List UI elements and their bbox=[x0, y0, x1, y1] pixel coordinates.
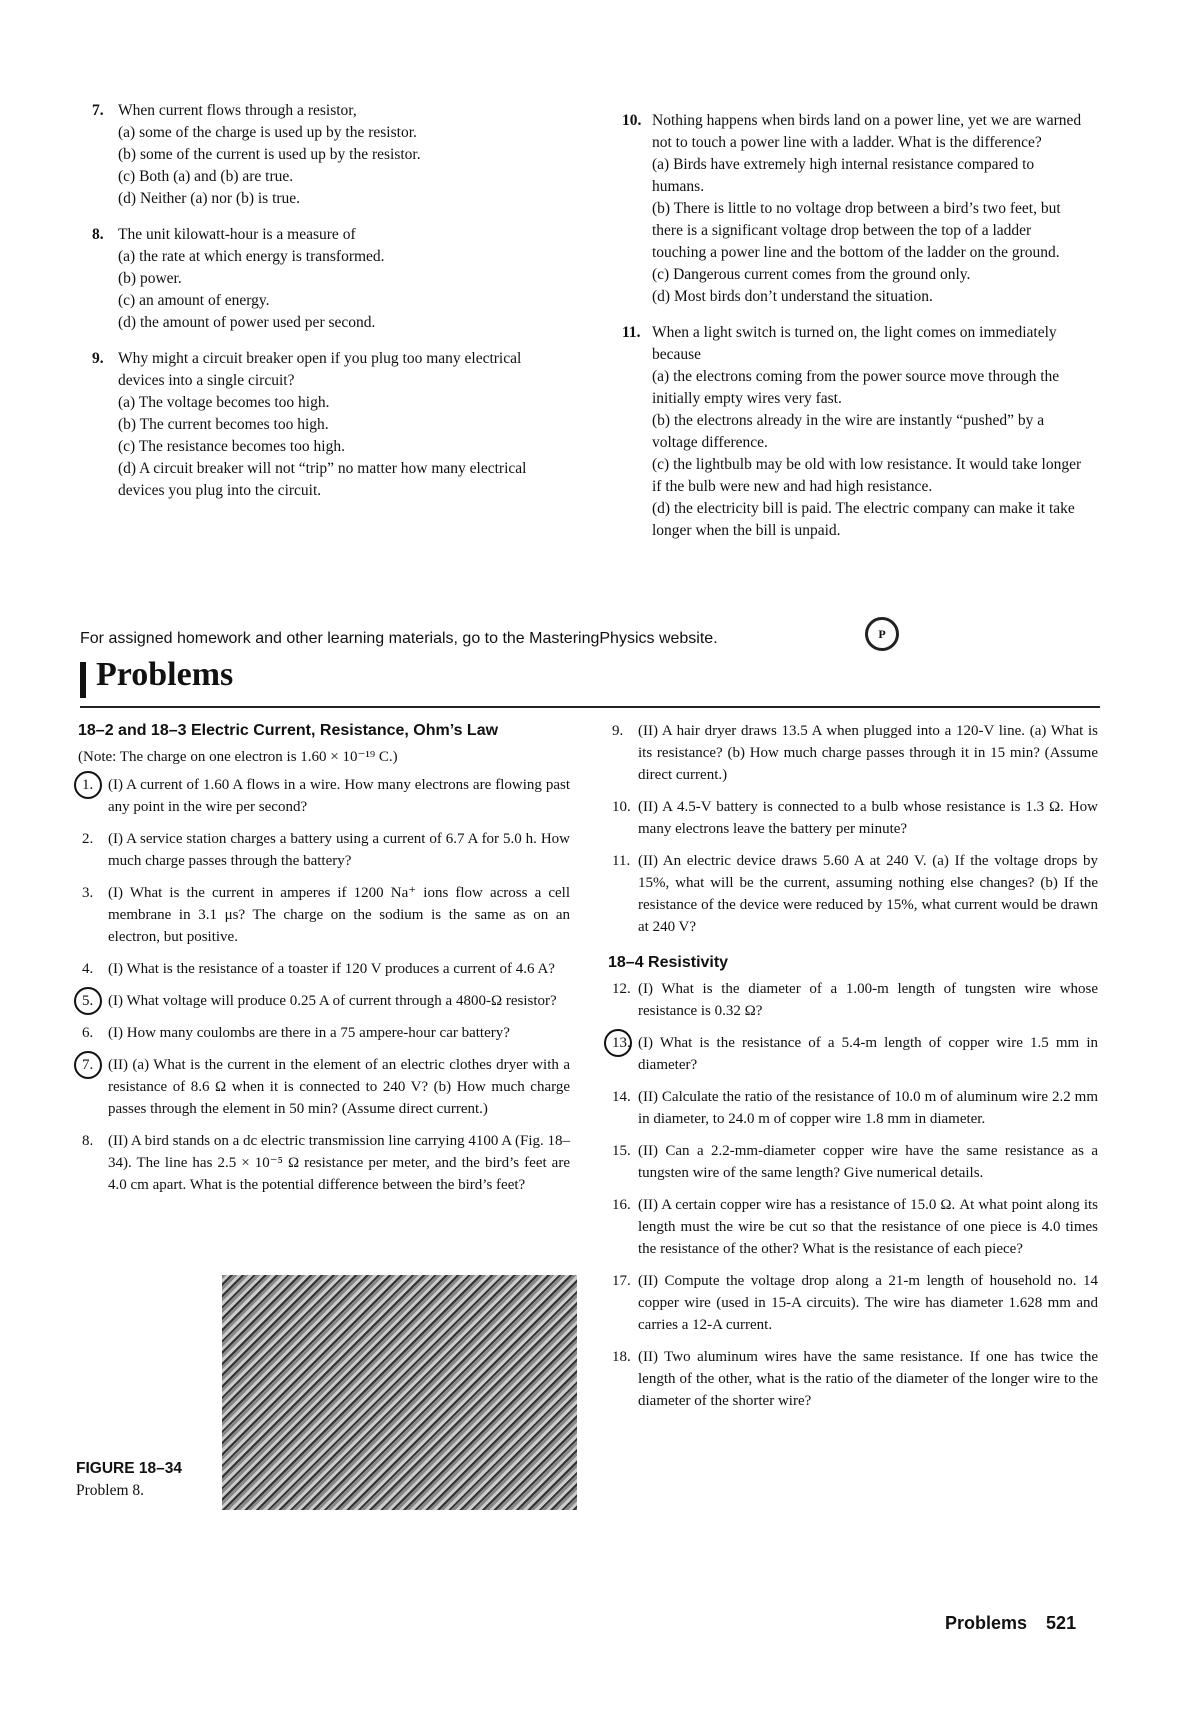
problems-heading-bar bbox=[80, 662, 86, 698]
question-10 bbox=[622, 110, 1082, 308]
option-b: (b) The current becomes too high. bbox=[118, 416, 329, 433]
problem-18 bbox=[608, 1346, 1098, 1412]
option-c: (c) Dangerous current comes from the ground only. bbox=[652, 266, 971, 283]
section-note: (Note: The charge on one electron is 1.60 × 10⁻¹⁹ C.) bbox=[78, 749, 398, 765]
problems-left-column bbox=[78, 720, 570, 1206]
problem-text: (II) Calculate the ratio of the resistance of 10.0 m of aluminum wire 2.2 mm in diameter, to 24.0 m of copper wire 1.8 mm in diameter. bbox=[638, 1089, 1098, 1127]
option-d: (d) A circuit breaker will not “trip” no matter how many electrical devices you plug into the circuit. bbox=[118, 460, 527, 499]
problem-number: 10. bbox=[612, 799, 631, 815]
option-d: (d) Neither (a) nor (b) is true. bbox=[118, 190, 301, 207]
problem-number: 1. bbox=[82, 777, 94, 793]
problem-text: (II) (a) What is the current in the element of an electric clothes dryer with a resistance of 8.6 Ω when it is connected to 240 V? (b) How much charge passes through the element in 50 min? (Assume direct current.) bbox=[108, 1057, 570, 1117]
problem-text: (II) A 4.5-V battery is connected to a bulb whose resistance is 1.3 Ω. How many electrons leave the battery per minute? bbox=[638, 799, 1098, 837]
questions-right-column bbox=[622, 110, 1082, 542]
question-number: 9. bbox=[92, 350, 104, 367]
problem-13 bbox=[608, 1032, 1098, 1076]
problem-number: 13. bbox=[612, 1035, 631, 1051]
mastering-physics-note: For assigned homework and other learning materials, go to the MasteringPhysics website. bbox=[80, 630, 718, 647]
heading-rule bbox=[80, 706, 1100, 708]
problem-number: 6. bbox=[82, 1025, 94, 1041]
question-number: 8. bbox=[92, 226, 104, 243]
problem-3 bbox=[78, 882, 570, 948]
option-d: (d) the amount of power used per second. bbox=[118, 314, 376, 331]
problem-number: 16. bbox=[612, 1197, 631, 1213]
problem-number: 14. bbox=[612, 1089, 631, 1105]
page-number: 521 bbox=[1046, 1613, 1077, 1633]
problem-number: 17. bbox=[612, 1273, 631, 1289]
problem-text: (I) A current of 1.60 A flows in a wire. How many electrons are flowing past any point in the wire per second? bbox=[108, 777, 570, 815]
figure-label: FIGURE 18–34 bbox=[76, 1460, 182, 1477]
problem-number: 5. bbox=[82, 993, 94, 1009]
problem-11 bbox=[608, 850, 1098, 938]
option-c: (c) The resistance becomes too high. bbox=[118, 438, 345, 455]
page-footer bbox=[945, 1613, 1076, 1634]
figure-caption-text: Problem 8. bbox=[76, 1482, 145, 1499]
problem-number: 7. bbox=[82, 1057, 94, 1073]
problem-number: 12. bbox=[612, 981, 631, 997]
problem-text: (I) What is the diameter of a 1.00-m length of tungsten wire whose resistance is 0.32 Ω? bbox=[638, 981, 1098, 1019]
problem-text: (II) A hair dryer draws 13.5 A when plugged into a 120-V line. (a) What is its resistance? (b) How much charge passes through it in 15 min? (Assume direct current.) bbox=[638, 723, 1098, 783]
problem-17 bbox=[608, 1270, 1098, 1336]
problem-text: (I) A service station charges a battery using a current of 6.7 A for 5.0 h. How much charge passes through the battery? bbox=[108, 831, 570, 869]
question-7 bbox=[92, 100, 542, 210]
problem-text: (II) An electric device draws 5.60 A at 240 V. (a) If the voltage drops by 15%, what will be the current, assuming nothing else changes? (b) If the resistance of the device were reduced by 15%, what current would be drawn at 240 V? bbox=[638, 853, 1098, 935]
problem-text: (I) What is the current in amperes if 1200 Na⁺ ions flow across a cell membrane in 3.1 μs? The charge on the sodium is the same as on an electron, but positive. bbox=[108, 885, 570, 945]
problem-6 bbox=[78, 1022, 570, 1044]
option-d: (d) the electricity bill is paid. The electric company can make it take longer when the bill is unpaid. bbox=[652, 500, 1075, 539]
problem-number: 18. bbox=[612, 1349, 631, 1365]
section-heading: 18–4 Resistivity bbox=[608, 954, 729, 971]
question-stem: When a light switch is turned on, the light comes on immediately because bbox=[652, 324, 1057, 363]
question-stem: Nothing happens when birds land on a power line, yet we are warned not to touch a power line with a ladder. What is the difference? bbox=[652, 112, 1082, 151]
problem-text: (II) Two aluminum wires have the same resistance. If one has twice the length of the other, what is the ratio of the diameter of the longer wire to the diameter of the shorter wire? bbox=[638, 1349, 1098, 1409]
footer-label: Problems bbox=[945, 1613, 1028, 1633]
problem-2 bbox=[78, 828, 570, 872]
problem-number: 11. bbox=[612, 853, 631, 869]
option-a: (a) the electrons coming from the power source move through the initially empty wires very fast. bbox=[652, 368, 1060, 407]
problem-4 bbox=[78, 958, 570, 980]
question-11 bbox=[622, 322, 1082, 542]
problem-text: (I) What voltage will produce 0.25 A of current through a 4800-Ω resistor? bbox=[108, 993, 557, 1009]
problem-number: 9. bbox=[612, 723, 624, 739]
option-c: (c) the lightbulb may be old with low resistance. It would take longer if the bulb were new and had high resistance. bbox=[652, 456, 1082, 495]
problem-number: 3. bbox=[82, 885, 94, 901]
problem-text: (II) A certain copper wire has a resistance of 15.0 Ω. At what point along its length must the wire be cut so that the resistance of one piece is 4.0 times the resistance of the other? What is the resistance of each piece? bbox=[638, 1197, 1098, 1257]
problem-text: (I) How many coulombs are there in a 75 ampere-hour car battery? bbox=[108, 1025, 510, 1041]
question-stem: The unit kilowatt-hour is a measure of bbox=[118, 226, 356, 243]
option-c: (c) an amount of energy. bbox=[118, 292, 270, 309]
option-b: (b) some of the current is used up by the resistor. bbox=[118, 146, 421, 163]
question-9 bbox=[92, 348, 542, 502]
problems-heading: Problems bbox=[96, 656, 234, 693]
mastering-physics-logo-icon: P bbox=[865, 617, 899, 651]
question-stem: Why might a circuit breaker open if you plug too many electrical devices into a single circuit? bbox=[118, 350, 522, 389]
option-a: (a) the rate at which energy is transformed. bbox=[118, 248, 385, 265]
question-number: 7. bbox=[92, 102, 104, 119]
problem-text: (I) What is the resistance of a toaster if 120 V produces a current of 4.6 A? bbox=[108, 961, 555, 977]
problem-number: 4. bbox=[82, 961, 94, 977]
question-8 bbox=[92, 224, 542, 334]
section-heading: 18–2 and 18–3 Electric Current, Resistance, Ohm’s Law bbox=[78, 722, 499, 739]
problem-5 bbox=[78, 990, 570, 1012]
option-d: (d) Most birds don’t understand the situation. bbox=[652, 288, 933, 305]
problem-text: (II) Compute the voltage drop along a 21-m length of household no. 14 copper wire (used in 15-A circuits). The wire has diameter 1.628 mm and carries a 12-A current. bbox=[638, 1273, 1098, 1333]
option-a: (a) The voltage becomes too high. bbox=[118, 394, 330, 411]
problem-7 bbox=[78, 1054, 570, 1120]
bird-on-power-line-photo bbox=[222, 1275, 577, 1510]
question-number: 11. bbox=[622, 324, 641, 341]
problem-8 bbox=[78, 1130, 570, 1196]
option-b: (b) the electrons already in the wire are instantly “pushed” by a voltage difference. bbox=[652, 412, 1045, 451]
problem-text: (II) A bird stands on a dc electric transmission line carrying 4100 A (Fig. 18–34). The line has 2.5 × 10⁻⁵ Ω resistance per meter, and the bird’s feet are 4.0 cm apart. What is the potential difference between the bird’s feet? bbox=[108, 1133, 570, 1193]
problem-text: (I) What is the resistance of a 5.4-m length of copper wire 1.5 mm in diameter? bbox=[638, 1035, 1098, 1073]
problem-15 bbox=[608, 1140, 1098, 1184]
option-b: (b) power. bbox=[118, 270, 182, 287]
problems-right-column bbox=[608, 720, 1098, 1422]
option-a: (a) some of the charge is used up by the resistor. bbox=[118, 124, 417, 141]
problem-number: 2. bbox=[82, 831, 94, 847]
questions-left-column bbox=[92, 100, 542, 516]
option-b: (b) There is little to no voltage drop between a bird’s two feet, but there is a significant voltage drop between the top of a ladder touching a power line and the bottom of the ladder on the ground. bbox=[652, 200, 1061, 261]
problem-number: 15. bbox=[612, 1143, 631, 1159]
problem-number: 8. bbox=[82, 1133, 94, 1149]
problem-16 bbox=[608, 1194, 1098, 1260]
problem-1 bbox=[78, 774, 570, 818]
question-stem: When current flows through a resistor, bbox=[118, 102, 357, 119]
problem-14 bbox=[608, 1086, 1098, 1130]
problem-9 bbox=[608, 720, 1098, 786]
option-c: (c) Both (a) and (b) are true. bbox=[118, 168, 294, 185]
figure-caption bbox=[76, 1458, 182, 1502]
problem-text: (II) Can a 2.2-mm-diameter copper wire have the same resistance as a tungsten wire of the same length? Give numerical details. bbox=[638, 1143, 1098, 1181]
problem-12 bbox=[608, 978, 1098, 1022]
option-a: (a) Birds have extremely high internal resistance compared to humans. bbox=[652, 156, 1035, 195]
question-number: 10. bbox=[622, 112, 642, 129]
problem-10 bbox=[608, 796, 1098, 840]
